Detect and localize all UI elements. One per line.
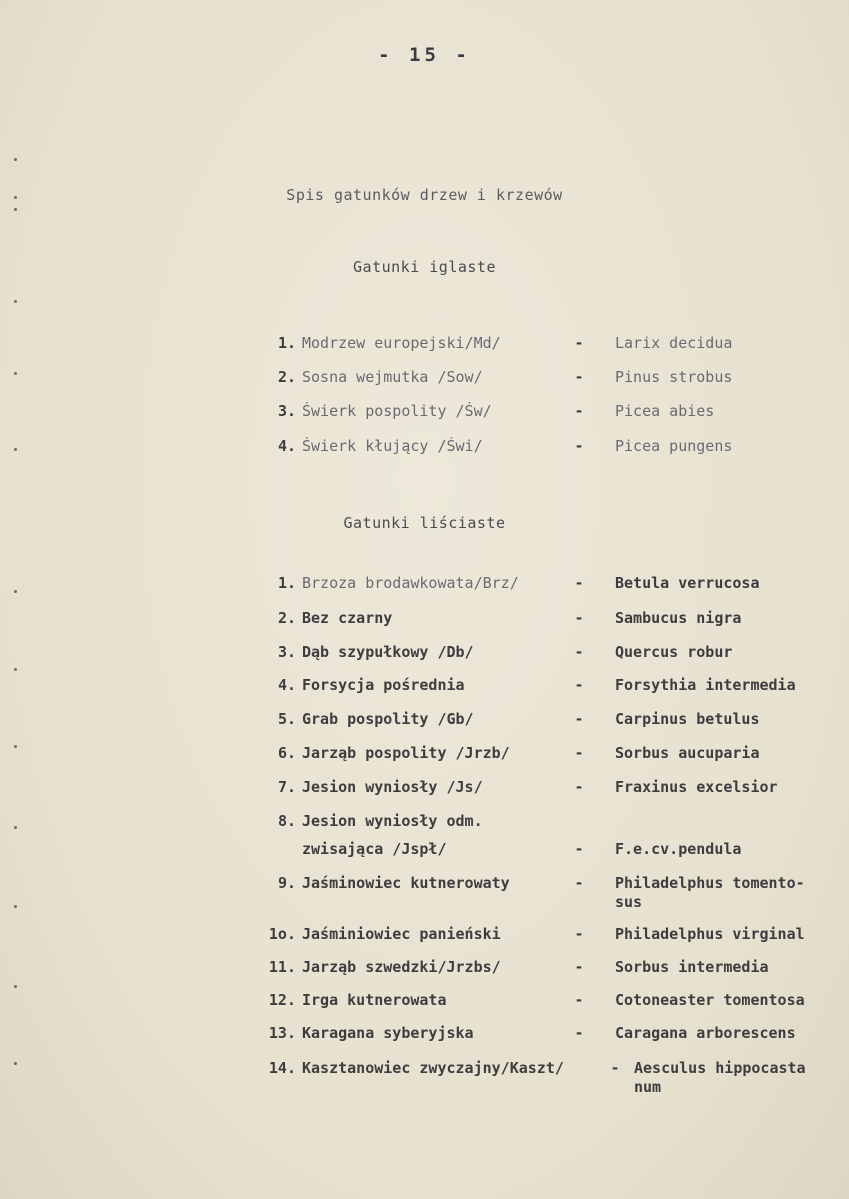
separator-dash: - [574, 368, 584, 386]
latin-name: Sorbus intermedia [615, 958, 769, 976]
item-number: 2. [277, 609, 296, 627]
latin-name: Sambucus nigra [615, 609, 742, 627]
polish-name: Grab pospolity /Gb/ [302, 710, 474, 728]
list-item [0, 1024, 849, 1048]
polish-name: Jesion wyniosły /Js/ [302, 778, 483, 796]
separator-dash: - [574, 609, 584, 627]
list-item [0, 958, 849, 982]
separator-dash: - [574, 710, 584, 728]
latin-name: Forsythia intermedia [615, 676, 796, 694]
item-number: 7. [277, 778, 296, 796]
item-number: 12. [268, 991, 296, 1009]
separator-dash: - [574, 643, 584, 661]
polish-name-continuation: zwisająca /Jspł/ [302, 840, 447, 858]
polish-name: Sosna wejmutka /Sow/ [302, 368, 483, 386]
separator-dash: - [574, 840, 584, 858]
latin-name: Cotoneaster tomentosa [615, 991, 805, 1009]
latin-name: Pinus strobus [615, 368, 733, 386]
list-item [0, 334, 849, 358]
separator-dash: - [574, 874, 584, 892]
separator-dash: - [574, 676, 584, 694]
latin-name: Quercus robur [615, 643, 733, 661]
separator-dash: - [610, 1059, 620, 1077]
separator-dash: - [574, 437, 584, 455]
list-item [0, 368, 849, 392]
polish-name: Jesion wyniosły odm. [302, 812, 483, 830]
list-item [0, 609, 849, 633]
list-item [0, 778, 849, 802]
list-item [0, 744, 849, 768]
separator-dash: - [574, 958, 584, 976]
list-item [0, 1059, 849, 1103]
list-item [0, 710, 849, 734]
separator-dash: - [574, 925, 584, 943]
separator-dash: - [574, 1024, 584, 1042]
separator-dash: - [574, 402, 584, 420]
polish-name: Forsycja pośrednia [302, 676, 465, 694]
separator-dash: - [574, 574, 584, 592]
latin-name: Larix decidua [615, 334, 733, 352]
item-number: 3. [277, 402, 296, 420]
polish-name: Karagana syberyjska [302, 1024, 474, 1042]
polish-name: Brzoza brodawkowata/Brz/ [302, 574, 519, 592]
list-item [0, 812, 849, 868]
separator-dash: - [574, 334, 584, 352]
item-number: 13. [268, 1024, 296, 1042]
polish-name: Modrzew europejski/Md/ [302, 334, 501, 352]
list-item [0, 925, 849, 949]
polish-name: Dąb szypułkowy /Db/ [302, 643, 474, 661]
polish-name: Świerk pospolity /Św/ [302, 402, 492, 420]
polish-name: Bez czarny [302, 609, 393, 627]
item-number: 4. [277, 437, 296, 455]
list-item [0, 643, 849, 667]
latin-name-continuation: sus [615, 893, 643, 911]
item-number: 1o. [268, 925, 296, 943]
list-item [0, 874, 849, 918]
polish-name: Świerk kłujący /Świ/ [302, 437, 483, 455]
section-heading-deciduous: Gatunki liściaste [343, 514, 506, 532]
item-number: 14. [268, 1059, 296, 1077]
item-number: 9. [277, 874, 296, 892]
latin-name-continuation: num [634, 1078, 662, 1096]
separator-dash: - [574, 744, 584, 762]
latin-name: Picea pungens [615, 437, 733, 455]
list-item [0, 437, 849, 461]
list-item [0, 991, 849, 1015]
latin-name: Aesculus hippocasta [634, 1059, 806, 1077]
latin-name: Philadelphus virginal [615, 925, 805, 943]
page-title: Spis gatunków drzew i krzewów [286, 186, 563, 204]
item-number: 2. [277, 368, 296, 386]
latin-name: Caragana arborescens [615, 1024, 796, 1042]
latin-name: Fraxinus excelsior [615, 778, 778, 796]
item-number: 1. [277, 574, 296, 592]
item-number: 3. [277, 643, 296, 661]
separator-dash: - [574, 991, 584, 1009]
latin-name: Carpinus betulus [615, 710, 760, 728]
polish-name: Jaśminiowiec panieński [302, 925, 501, 943]
polish-name: Jarząb szwedzki/Jrzbs/ [302, 958, 501, 976]
item-number: 8. [277, 812, 296, 830]
list-item [0, 574, 849, 598]
separator-dash: - [574, 778, 584, 796]
latin-name: Betula verrucosa [615, 574, 760, 592]
item-number: 11. [268, 958, 296, 976]
latin-name: Philadelphus tomento- [615, 874, 805, 892]
item-number: 5. [277, 710, 296, 728]
list-item [0, 676, 849, 700]
latin-name: Sorbus aucuparia [615, 744, 760, 762]
item-number: 1. [277, 334, 296, 352]
latin-name: F.e.cv.pendula [615, 840, 742, 858]
item-number: 4. [277, 676, 296, 694]
polish-name: Irga kutnerowata [302, 991, 447, 1009]
polish-name: Jaśminowiec kutnerowaty [302, 874, 510, 892]
section-heading-coniferous: Gatunki iglaste [353, 258, 496, 276]
polish-name: Kasztanowiec zwyczajny/Kaszt/ [302, 1059, 564, 1077]
list-item [0, 402, 849, 426]
polish-name: Jarząb pospolity /Jrzb/ [302, 744, 510, 762]
latin-name: Picea abies [615, 402, 715, 420]
page-number: - 15 - [378, 44, 471, 66]
item-number: 6. [277, 744, 296, 762]
